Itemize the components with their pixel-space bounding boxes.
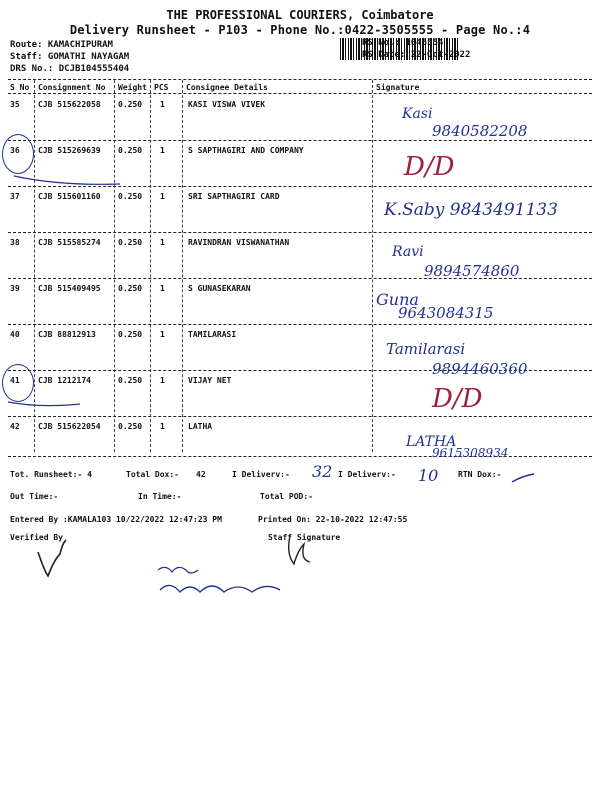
row-pcs: 1 [160,146,165,155]
row-sno: 35 [10,100,20,109]
handwritten-signature: Kasi [402,106,433,122]
in-time-label: In Time:- [138,492,182,501]
row-consignee: S GUNASEKARAN [188,284,251,293]
row-sno: 41 [10,376,20,385]
col-header-pcs: PCS [154,83,169,92]
row-consignment: CJB 515409495 [38,284,101,293]
handwritten-signature: Guna [376,290,419,309]
row-weight: 0.250 [118,422,143,431]
row-consignee: SRI SAPTHAGIRI CARD [188,192,280,201]
handwritten-phone: 9840582208 [432,122,528,140]
row-sno: 38 [10,238,20,247]
handwritten-signature: Tamilarasi [386,340,466,358]
row-consignment: CJB 515622054 [38,422,101,431]
row-weight: 0.250 [118,146,143,155]
col-header-consignee: Consignee Details [186,83,268,92]
handwritten-dd-mark: D/D [432,384,483,414]
row-consignee: RAVINDRAN VISWANATHAN [188,238,290,247]
row-sno: 42 [10,422,20,431]
total-runsheet: Tot. Runsheet:- 4 [10,470,92,479]
row-sno: 40 [10,330,20,339]
handwritten-phone: 9615308934 [432,446,509,460]
entered-by: Entered By :KAMALA103 10/22/2022 12:47:23 PM [10,515,222,524]
row-pcs: 1 [160,100,165,109]
handwritten-signature: LATHA [406,434,457,450]
row-consignment: CJB 515622058 [38,100,101,109]
row-pcs: 1 [160,330,165,339]
staff-label: Staff: GOMATHI NAYAGAM [10,52,130,62]
row-pcs: 1 [160,192,165,201]
handwritten-phone: 9894460360 [432,360,528,378]
handwritten-signature: Ravi [392,244,424,260]
row-weight: 0.250 [118,330,143,339]
row-consignment: CJB 515585274 [38,238,101,247]
staff-signature-label: Staff Signature [268,533,341,542]
total-dox-value: 42 [196,470,206,479]
row-consignee: TAMILARASI [188,330,237,339]
handwritten-dd-mark: D/D [404,152,455,182]
total-dox-label: Total Dox:- [126,470,179,479]
row-weight: 0.250 [118,192,143,201]
printed-on: Printed On: 22-10-2022 12:47:55 [258,515,408,524]
row-consignee: VIJAY NET [188,376,232,385]
verified-by-label: Verified By [10,533,63,542]
row-sno: 36 [10,146,20,155]
col-header-signature: Signature [376,83,420,92]
row-consignment: CJB 88812913 [38,330,96,339]
col-header-consignment: Consignment No [38,83,106,92]
row-weight: 0.250 [118,284,143,293]
rs-date: RS Date: 22-Oct-2022 [362,50,471,60]
row-sno: 39 [10,284,20,293]
row-consignment: CJB 515269639 [38,146,101,155]
row-pcs: 1 [160,422,165,431]
out-time-label: Out Time:- [10,492,59,501]
handwritten-undelivered-count: 10 [418,466,439,485]
row-pcs: 1 [160,238,165,247]
row-pcs: 1 [160,376,165,385]
row-sno: 37 [10,192,20,201]
delivered-label: I Deliverv:- [232,470,290,479]
col-header-weight: Weight [118,83,147,92]
row-consignee: KASI VISWA VIVEK [188,100,266,109]
runsheet-title: Delivery Runsheet - P103 - Phone No.:0422-3505555 - Page No.:4 [69,23,531,37]
handwritten-signature: K.Saby 9843491133 [384,200,558,220]
rtn-dox-label: RTN Dox:- [458,470,502,479]
row-pcs: 1 [160,284,165,293]
row-weight: 0.250 [118,100,143,109]
row-weight: 0.250 [118,376,143,385]
undelivered-label: I Deliverv:- [338,470,396,479]
handwritten-phone: 9894574860 [424,262,520,280]
row-consignee: LATHA [188,422,213,431]
total-pod-label: Total POD:- [260,492,313,501]
company-title: THE PROFESSIONAL COURIERS, Coimbatore [166,8,434,22]
handwritten-phone: 9643084315 [398,304,494,322]
handwritten-delivered-count: 32 [312,462,333,481]
row-weight: 0.250 [118,238,143,247]
route-label: Route: KAMACHIPURAM [10,40,113,50]
col-header-sno: S No [10,83,30,92]
rs-number: RS No.: 1045554 [362,38,444,48]
signature-scribbles [0,530,600,610]
row-consignment: CJB 1212174 [38,376,91,385]
row-consignee: S SAPTHAGIRI AND COMPANY [188,146,304,155]
row-consignment: CJB 515601160 [38,192,101,201]
drs-label: DRS No.: DCJB104555404 [10,64,130,74]
rtn-dox-tick [510,472,540,486]
